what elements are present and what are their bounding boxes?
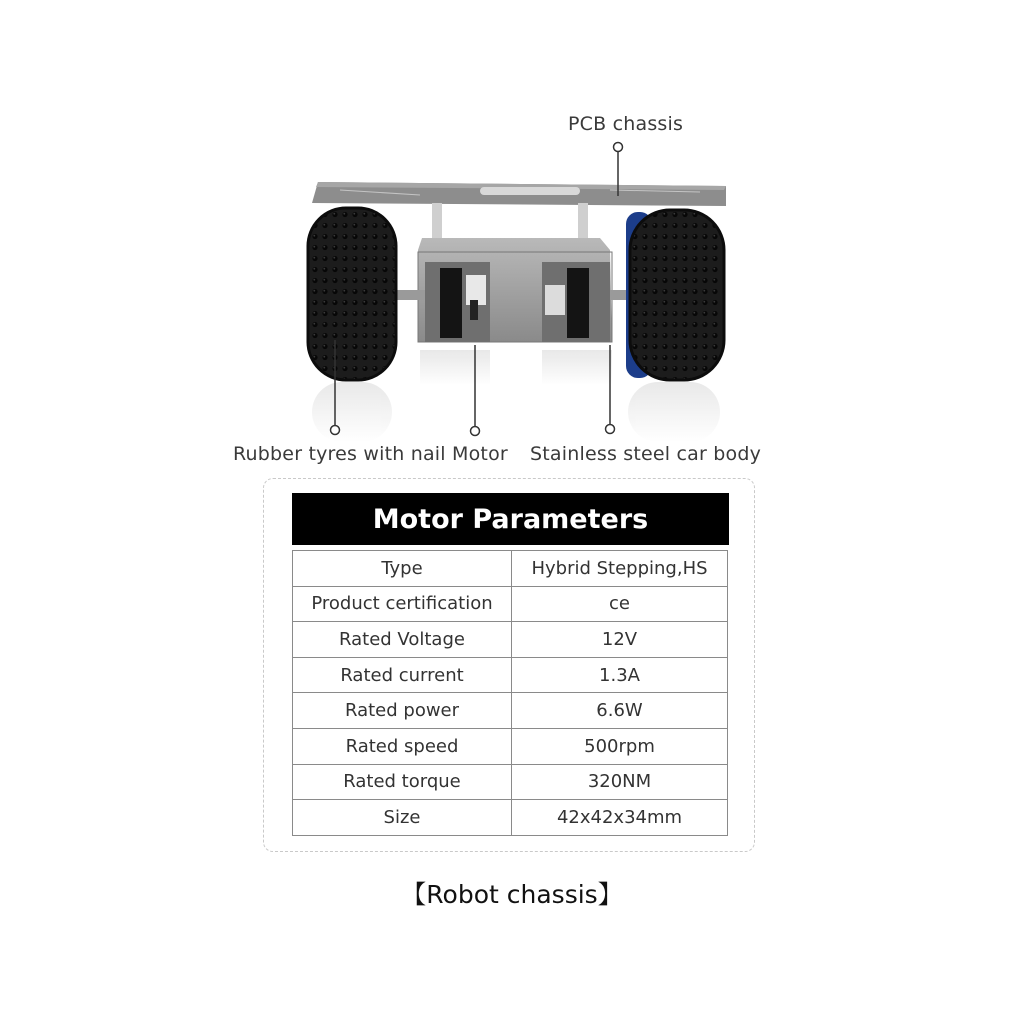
param-key: Rated power (293, 693, 512, 729)
table-row (293, 764, 728, 800)
param-value: 6.6W (512, 693, 728, 729)
rubber-tyres-label: Rubber tyres with nail (233, 443, 446, 465)
table-row (293, 551, 728, 587)
param-value: 1.3A (512, 657, 728, 693)
robot-chassis-illustration (0, 0, 1024, 470)
param-key: Type (293, 551, 512, 587)
param-key: Rated Voltage (293, 622, 512, 658)
table-title: Motor Parameters (292, 493, 729, 545)
car-body-label: Stainless steel car body (530, 443, 762, 465)
param-value: 12V (512, 622, 728, 658)
table-row (293, 657, 728, 693)
param-key: Product certification (293, 586, 512, 622)
param-value: 320NM (512, 764, 728, 800)
right-wheel (626, 210, 724, 380)
motor-left (425, 262, 490, 342)
table-row (293, 800, 728, 836)
figure-caption: 【Robot chassis】 (401, 880, 623, 909)
left-wheel (308, 208, 396, 380)
param-key: Rated torque (293, 764, 512, 800)
param-key: Size (293, 800, 512, 836)
pcb-chassis-label: PCB chassis (568, 113, 684, 135)
motor-label: Motor (452, 443, 508, 465)
param-value: 500rpm (512, 728, 728, 764)
param-value: ce (512, 586, 728, 622)
pcb-chassis-plate (312, 182, 726, 206)
motor-right (542, 262, 610, 342)
table-row (293, 728, 728, 764)
param-value: 42x42x34mm (512, 800, 728, 836)
param-key: Rated speed (293, 728, 512, 764)
motor-parameters-table (292, 550, 728, 836)
table-row (293, 586, 728, 622)
param-value: Hybrid Stepping,HS (512, 551, 728, 587)
table-row (293, 622, 728, 658)
param-key: Rated current (293, 657, 512, 693)
table-row (293, 693, 728, 729)
